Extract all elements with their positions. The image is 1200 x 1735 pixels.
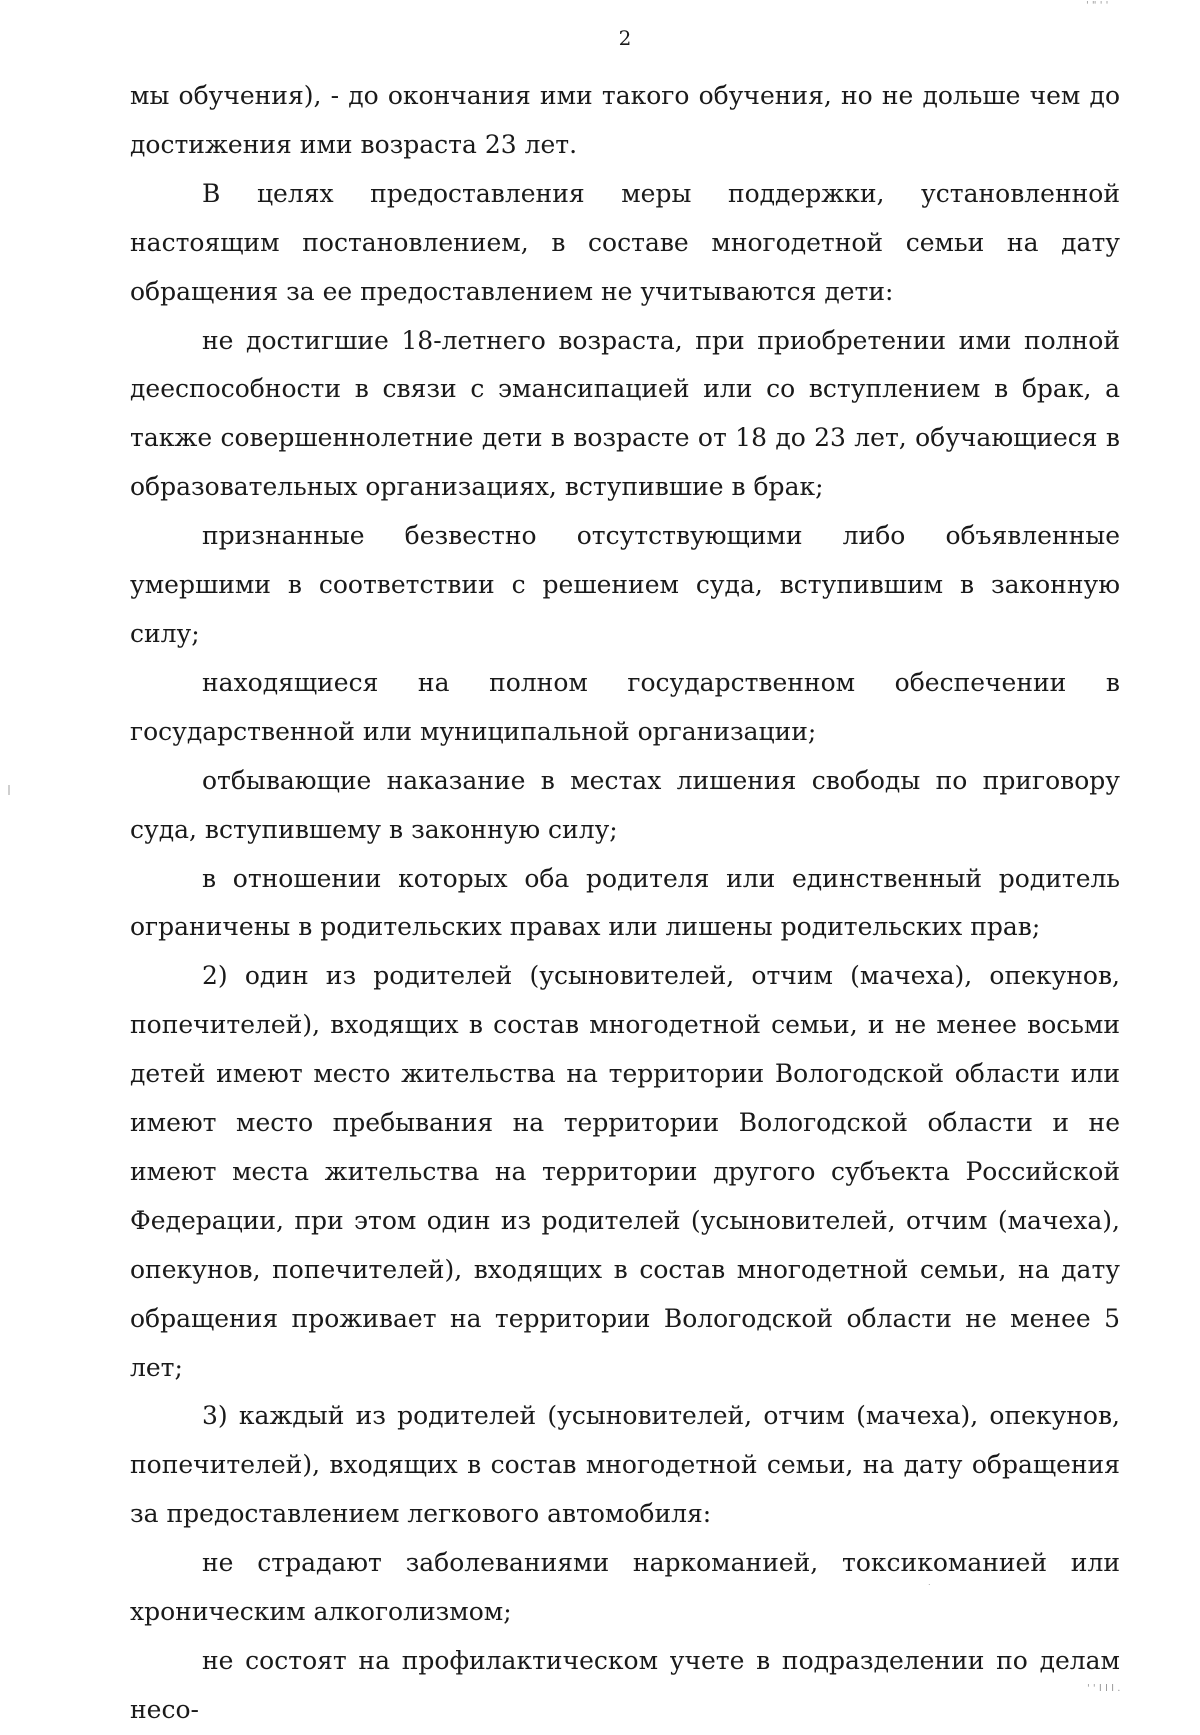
paragraph-no-preventive-registration: не состоят на профилактическом учете в подразделении по делам несо-: [130, 1646, 1120, 1724]
paragraph-emancipated-or-married: не достигшие 18-летнего возраста, при приобретении ими полной дееспособности в связи с эмансипацией или со вступлением в брак, а также совершеннолетние дети в возрасте от 18 до 23 лет, обучающиеся в образовательных организациях, вступившие в брак;: [130, 325, 1120, 502]
page-number: 2: [618, 26, 632, 50]
paragraph-item-2-residence: 2) один из родителей (усыновителей, отчим (мачеха), опекунов, попечителей), входящих в состав многодетной семьи, и не менее восьми детей имеют место жительства на территории Вологодской области или имеют место пребывания на территории Вологодской области и не имеют места жительства на территории другого субъекта Российской Федерации, при этом один из родителей (усыновителей, отчим (мачеха), опекунов, попечителей), входящих в состав многодетной семьи, на дату обращения проживает на территории Вологодской области не менее 5 лет;: [130, 961, 1120, 1382]
paragraph-state-support: находящиеся на полном государственном обеспечении в государственной или муниципальной организации;: [130, 667, 1120, 746]
paragraph-item-3-parents: 3) каждый из родителей (усыновителей, отчим (мачеха), опекунов, попечителей), входящих в состав многодетной семьи, на дату обращения за предоставлением легкового автомобиля:: [130, 1401, 1120, 1529]
scan-speck-left: [8, 785, 10, 795]
scan-artifact-bottom-right: ' ' I I I .: [1087, 1683, 1121, 1694]
scan-artifact-mid-right: .: [928, 1578, 931, 1587]
scan-artifact-top-right: ' " ' ': [1086, 0, 1109, 11]
paragraph-missing-or-deceased: признанные безвестно отсутствующими либо объявленные умершими в соответствии с решением суда, вступившим в законную силу;: [130, 521, 1120, 648]
document-body: [130, 72, 1120, 1735]
paragraph-excluded-children-intro: В целях предоставления меры поддержки, установленной настоящим постановлением, в составе многодетной семьи на дату обращения за ее предоставлением не учитываются дети:: [130, 178, 1120, 306]
paragraph-continuation: мы обучения), - до окончания ими такого обучения, но не дольше чем до достижения ими возраста 23 лет.: [130, 81, 1120, 159]
paragraph-no-addiction: не страдают заболеваниями наркоманией, токсикоманией или хроническим алкоголизмом;: [130, 1548, 1120, 1627]
paragraph-serving-sentence: отбывающие наказание в местах лишения свободы по приговору суда, вступившему в законную силу;: [130, 765, 1120, 844]
paragraph-parental-rights: в отношении которых оба родителя или единственный родитель ограничены в родительских правах или лишены родительских прав;: [130, 863, 1120, 942]
